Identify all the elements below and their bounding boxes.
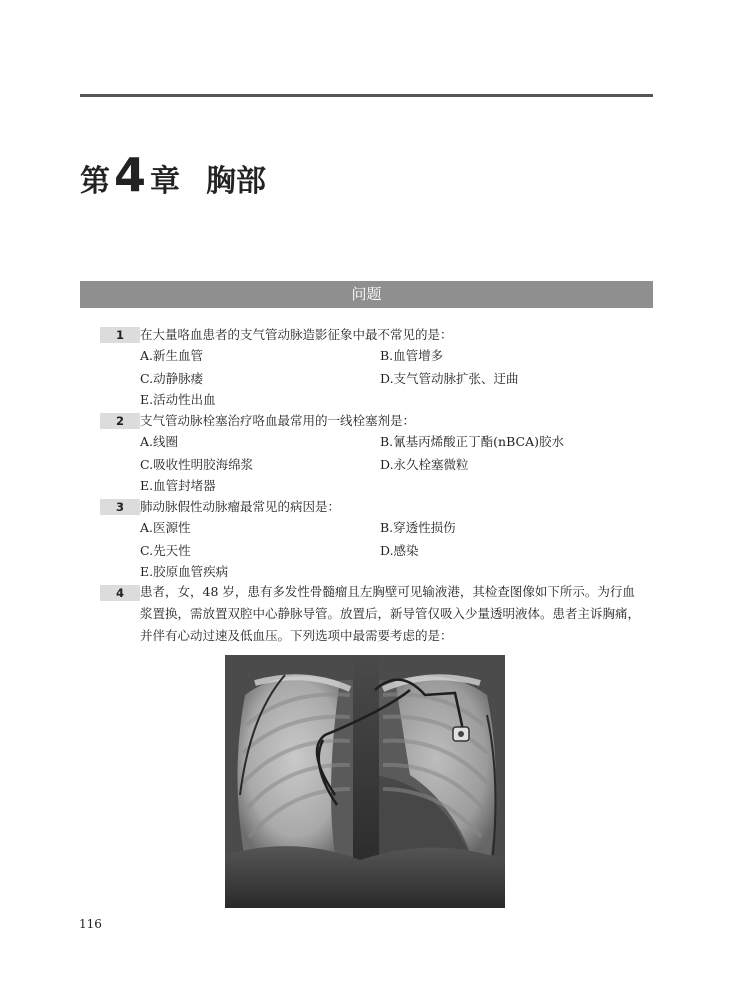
option-e: E.活动性出血 [140,392,216,407]
question-stem: 支气管动脉栓塞治疗咯血最常用的一线栓塞剂是： [140,413,416,428]
option-a: A.新生血管 [140,348,204,363]
section-title: 问题 [80,281,653,308]
chapter-heading [80,150,266,211]
option-c: C.吸收性明胶海绵浆 [140,457,254,472]
option-c: C.先天性 [140,543,191,558]
question-stem: 患者，女，48 岁，患有多发性骨髓瘤且左胸壁可见输液港，其检查图像如下所示。为行血浆置换，需放置双腔中心静脉导管。放置后，新导管仅吸入少量透明液体。患者主诉胸痛，并伴有心动过速及低血压。下列选项中最需要考虑的是： [140,584,641,643]
option-a: A.医源性 [140,520,191,535]
question-number: 2 [100,413,140,429]
option-b: B.穿透性损伤 [380,520,456,535]
chest-xray-image [225,655,505,908]
option-a: A.线圈 [140,434,179,449]
chapter-prefix: 第 [80,164,110,199]
chapter-number: 4 [114,148,147,202]
option-e: E.胶原血管疾病 [140,564,229,579]
question-number: 1 [100,327,140,343]
question-stem: 在大量咯血患者的支气管动脉造影征象中最不常见的是： [140,327,453,342]
page-number: 116 [79,917,102,931]
option-d: D.感染 [380,543,419,558]
option-d: D.永久栓塞微粒 [380,457,469,472]
option-d: D.支气管动脉扩张、迂曲 [380,371,519,386]
question-number: 3 [100,499,140,515]
option-b: B.血管增多 [380,348,444,363]
question-number: 4 [100,585,140,601]
chapter-suffix: 章 [150,164,181,199]
top-rule [80,94,653,97]
option-c: C.动静脉瘘 [140,371,204,386]
option-b: B.氰基丙烯酸正丁酯(nBCA)胶水 [380,434,564,449]
option-e: E.血管封堵器 [140,478,216,493]
question-stem: 肺动脉假性动脉瘤最常见的病因是： [140,499,341,514]
chapter-title: 胸部 [206,164,267,199]
